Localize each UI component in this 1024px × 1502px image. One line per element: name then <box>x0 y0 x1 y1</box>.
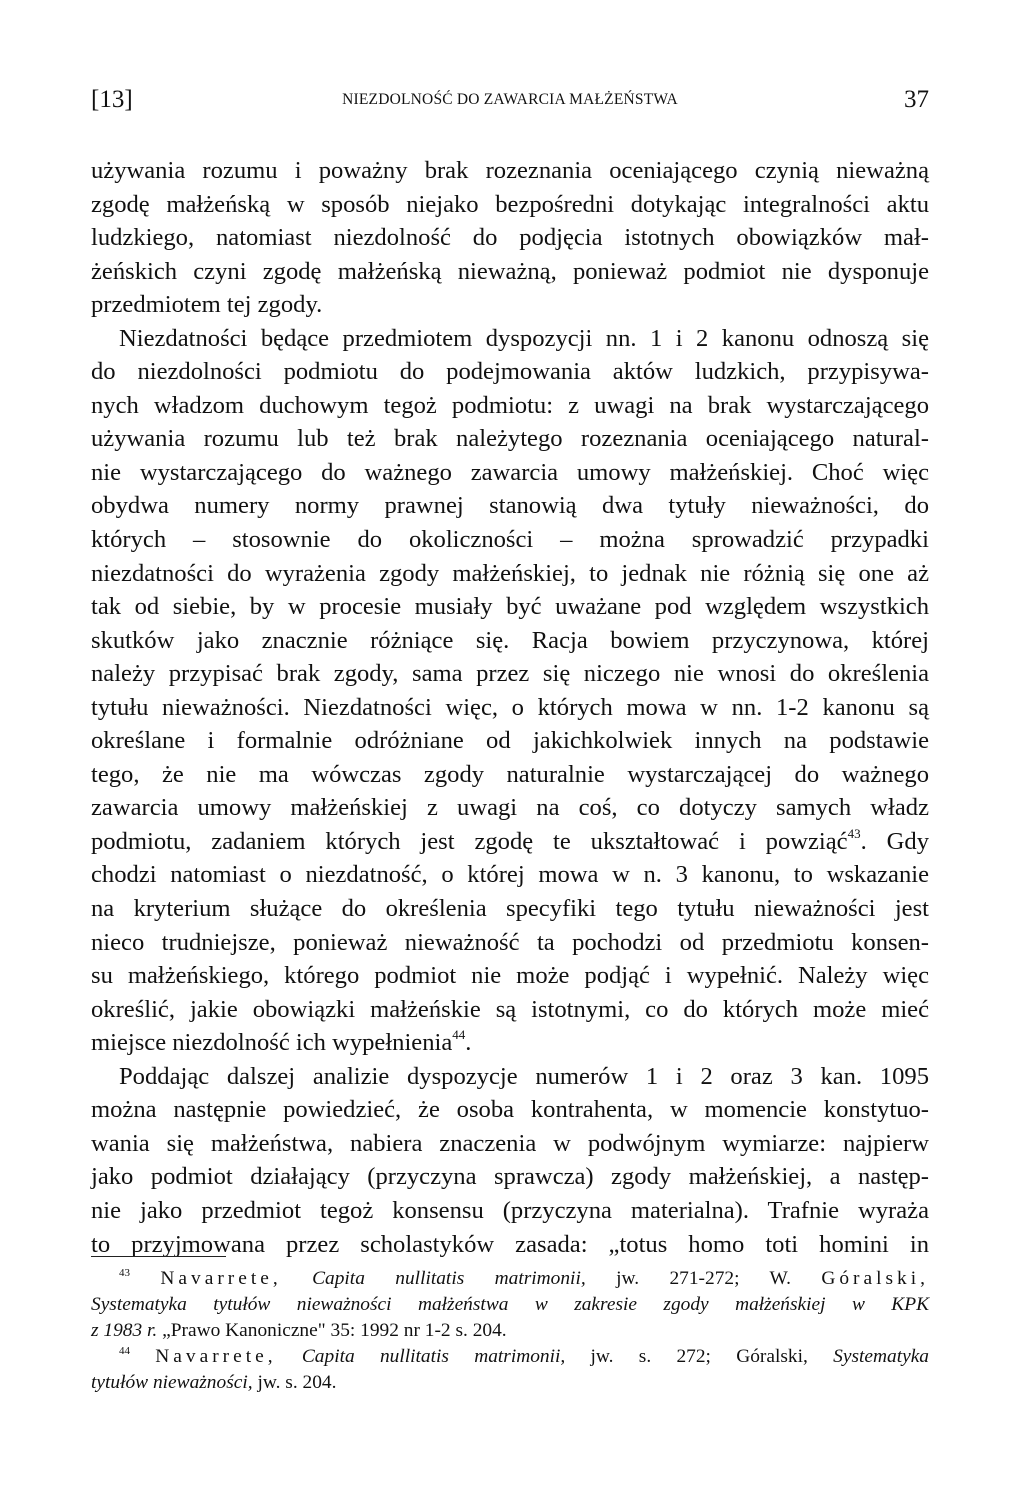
text-line: używania rozumu lub też brak należytego rozeznania oceniającego natural- <box>91 425 929 453</box>
text-line: nieco trudniejsze, ponieważ nieważność ta pochodzi od przedmiotu konsen- <box>91 928 929 956</box>
text-line: su małżeńskiego, którego podmiot nie może podjąć i wypełnić. Należy więc <box>91 962 929 990</box>
footnote-reference: jw. s. 272; Góralski, <box>590 1346 808 1367</box>
text-segment: . <box>465 1029 472 1057</box>
text-line: Poddając dalszej analizie dyspozycje numerów 1 i 2 oraz 3 kan. 1095 <box>119 1062 929 1090</box>
footnote-ref-43[interactable]: 43 <box>847 825 861 841</box>
footnote-title: Capita nullitatis matrimonii, <box>301 1346 566 1367</box>
text-line: skutków jako znacznie różniące się. Racja bowiem przyczynowa, której <box>91 626 929 654</box>
text-line: nie wystarczającego do ważnego zawarcia umowy małżeńskiej. Choć więc <box>91 458 929 486</box>
footnote-43-line <box>91 1318 929 1344</box>
text-line: Niezdatności będące przedmiotem dyspozycji nn. 1 i 2 kanonu odnoszą się <box>119 324 929 352</box>
footnotes <box>91 1266 929 1396</box>
text-line: zawarcia umowy małżeńskiej z uwagi na coś, co dotyczy samych władz <box>91 794 929 822</box>
text-segment: podmiotu, zadaniem których jest zgodę te ukształtować i powziąć <box>91 827 848 855</box>
footnote-44 <box>91 1344 929 1370</box>
text-line: tak od siebie, by w procesie musiały być uważane pod względem wszystkich <box>91 593 929 621</box>
text-line: można następnie powiedzieć, że osoba kontrahenta, w momencie konstytuo- <box>91 1096 929 1124</box>
footnote-reference: jw. s. 204. <box>257 1372 337 1393</box>
text-line: używania rozumu i poważny brak rozeznania oceniającego czynią nieważną <box>91 157 929 184</box>
chapter-reference: [13] <box>91 86 133 113</box>
text-line: określić, jakie obowiązki małżeńskie są istotnymi, co do których może mieć <box>91 995 929 1023</box>
running-title: NIEZDOLNOŚĆ DO ZAWARCIA MAŁŻEŃSTWA <box>342 91 678 108</box>
text-line: których – stosownie do okoliczności – można sprowadzić przypadki <box>91 526 929 554</box>
footnote-title: Systematyka <box>833 1346 929 1367</box>
text-line: jako podmiot działający (przyczyna sprawcza) zgody małżeńskiej, a następ- <box>91 1163 929 1191</box>
footnote-number: 44 <box>119 1345 130 1357</box>
text-line: obydwa numery normy prawnej stanowią dwa tytuły nieważności, do <box>91 492 929 520</box>
text-line: określane i formalnie odróżniane od jakichkolwiek innych na podstawie <box>91 727 929 755</box>
text-line: niezdatności do wyrażenia zgody małżeńskiej, to jednak nie różnią się one aż <box>91 559 929 587</box>
footnote-author: Navarrete, <box>155 1346 277 1367</box>
text-line: tego, że nie ma wówczas zgody naturalnie wystarczającej do ważnego <box>91 760 929 788</box>
text-line: żeńskich czyni zgodę małżeńską nieważną, ponieważ podmiot nie dysponuje <box>91 257 929 285</box>
text-line: do niezdolności podmiotu do podejmowania aktów ludzkich, przypisywa- <box>91 358 929 386</box>
text-line: nych władzom duchowym tegoż podmiotu: z uwagi na brak wystarczającego <box>91 391 929 419</box>
text-line: zgodę małżeńską w sposób niejako bezpośredni dotykając integralności aktu <box>91 190 929 218</box>
text-line: tytułu nieważności. Niezdatności więc, o których mowa w nn. 1-2 kanonu są <box>91 693 929 721</box>
footnote-divider <box>91 1256 226 1257</box>
text-line: wania się małżeństwa, nabiera znaczenia w podwójnym wymiarze: najpierw <box>91 1129 929 1157</box>
footnote-number: 43 <box>119 1267 130 1279</box>
footnote-author: Navarrete, <box>160 1268 282 1289</box>
footnote-ref-44[interactable]: 44 <box>452 1027 466 1043</box>
text-segment: . Gdy <box>860 827 929 855</box>
footnote-reference: „Prawo Kanoniczne" 35: 1992 nr 1-2 s. 204. <box>162 1320 507 1341</box>
footnote-title: Systematyka tytułów nieważności małżeństwa w zakresie zgody małżeńskiej w KPK <box>91 1294 929 1315</box>
running-head <box>91 84 929 118</box>
text-line: ludzkiego, natomiast niezdolność do podjęcia istotnych obowiązków mał- <box>91 224 929 252</box>
footnote-43 <box>91 1266 929 1292</box>
text-line-with-footnote-ref <box>91 825 929 859</box>
footnote-author: Góralski, <box>821 1268 929 1289</box>
text-line: chodzi natomiast o niezdatność, o której mowa w n. 3 kanonu, to wskazanie <box>91 861 929 889</box>
footnote-44-line <box>91 1370 929 1396</box>
text-line: na kryterium służące do określenia specyfiki tego tytułu nieważności jest <box>91 895 929 923</box>
text-line: przedmiotem tej zgody. <box>91 291 323 319</box>
text-line: nie jako przedmiot tegoż konsensu (przyczyna materialna). Trafnie wyraża <box>91 1196 929 1224</box>
footnote-title: z 1983 r. <box>91 1320 158 1341</box>
footnote-43-line <box>91 1292 929 1318</box>
footnote-reference: jw. 271-272; W. <box>616 1268 791 1289</box>
footnote-title: tytułów nieważności, <box>91 1372 253 1393</box>
footnote-title: Capita nullitatis matrimonii, <box>312 1268 586 1289</box>
text-line-with-footnote-ref <box>91 1026 929 1060</box>
text-segment: miejsce niezdolność ich wypełnienia <box>91 1029 453 1057</box>
body-text <box>91 154 929 1261</box>
text-line: należy przypisać brak zgody, sama przez się niczego nie wnosi do określenia <box>91 660 929 688</box>
page-number: 37 <box>904 86 929 113</box>
text-line: to przyjmowana przez scholastyków zasada: „totus homo toti homini in <box>91 1230 929 1258</box>
